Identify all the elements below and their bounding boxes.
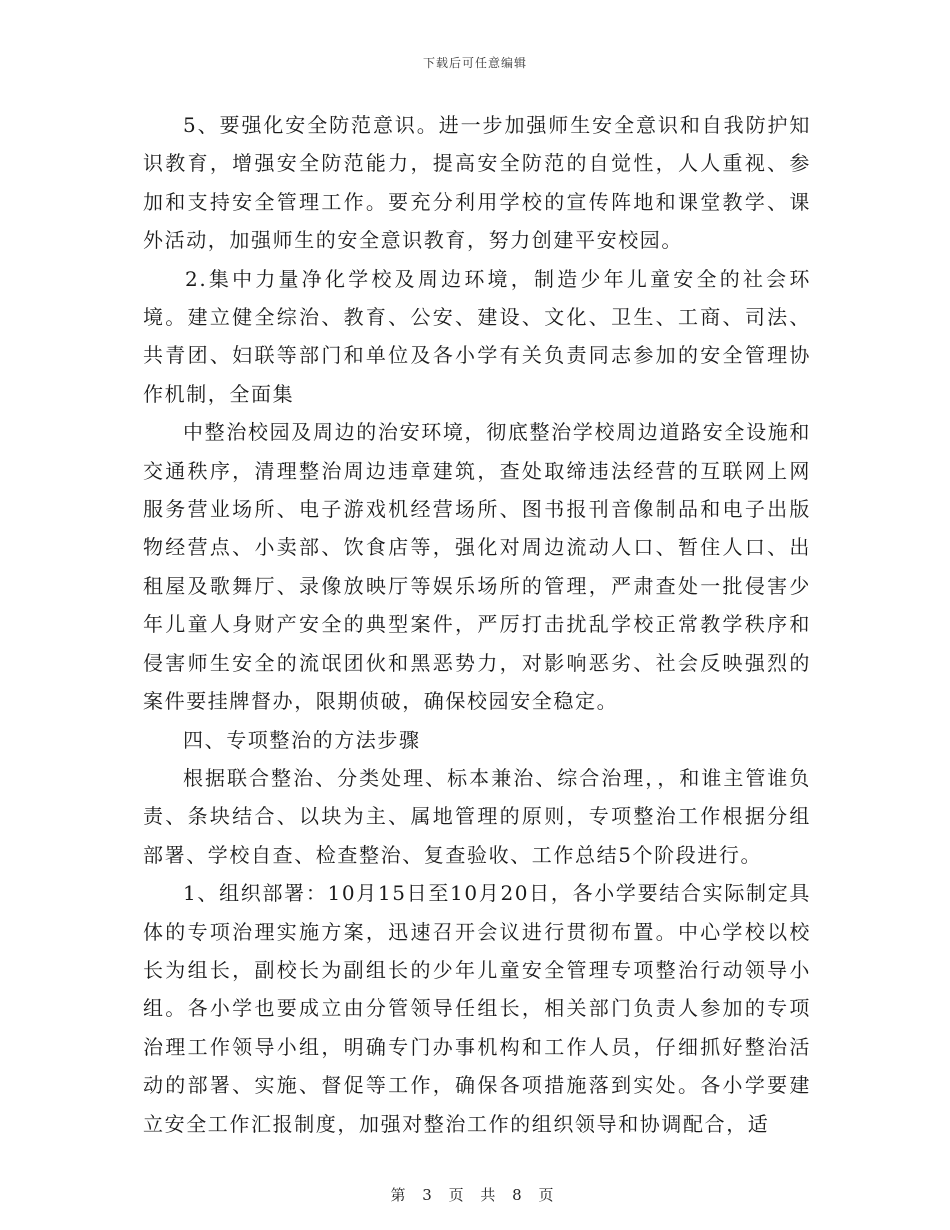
page-number-footer: 第 3 页 共 8 页 <box>390 1186 560 1204</box>
section-heading-methods-steps: 四、专项整治的方法步骤 <box>183 727 421 752</box>
document-body <box>143 106 811 1143</box>
paragraph-campus-security: 中整治校园及周边的治安环境，彻底整治学校周边道路安全设施和交通秩序，清理整治周边违章建筑，查处取缔违法经营的互联网上网服务营业场所、电子游戏机经营场所、图书报刊音像制品和电子出版物经营点、小卖部、饮食店等，强化对周边流动人口、暂住人口、出租屋及歌舞厅、录像放映厅等娱乐场所的管理，严肃查处一批侵害少年儿童人身财产安全的典型案件，严厉打击扰乱学校正常教学秩序和侵害师生安全的流氓团伙和黑恶势力，对影响恶劣、社会反映强烈的案件要挂牌督办，限期侦破，确保校园安全稳定。 <box>143 420 811 714</box>
paragraph-safety-awareness: 5、要强化安全防范意识。进一步加强师生安全意识和自我防护知识教育，增强安全防范能力，提高安全防范的自觉性，人人重视、参加和支持安全管理工作。要充分利用学校的宣传阵地和课堂教学、课外活动，加强师生的安全意识教育，努力创建平安校园。 <box>143 113 811 253</box>
paragraph-principles: 根据联合整治、分类处理、标本兼治、综合治理，，和谁主管谁负责、条块结合、以块为主、属地管理的原则，专项整治工作根据分组部署、学校自查、检查整治、复查验收、工作总结5个阶段进行。 <box>143 765 811 867</box>
paragraph-environment-cleanup: 2.集中力量净化学校及周边环境，制造少年儿童安全的社会环境。建立健全综治、教育、公安、建设、文化、卫生、工商、司法、共青团、妇联等部门和单位及各小学有关负责同志参加的安全管理协作机制，全面集 <box>143 266 811 406</box>
paragraph-organization-deployment: 1、组织部署：10月15日至10月20日，各小学要结合实际制定具体的专项治理实施方案，迅速召开会议进行贯彻布置。中心学校以校长为组长，副校长为副组长的少年儿童安全管理专项整治行动领导小组。各小学也要成立由分管领导任组长，相关部门负责人参加的专项治理工作领导小组，明确专门办事机构和工作人员，仔细抓好整治活动的部署、实施、督促等工作，确保各项措施落到实处。各小学要建立安全工作汇报制度，加强对整治工作的组织领导和协调配合，适 <box>143 881 811 1136</box>
page-header: 下载后可任意编辑 <box>422 56 527 70</box>
